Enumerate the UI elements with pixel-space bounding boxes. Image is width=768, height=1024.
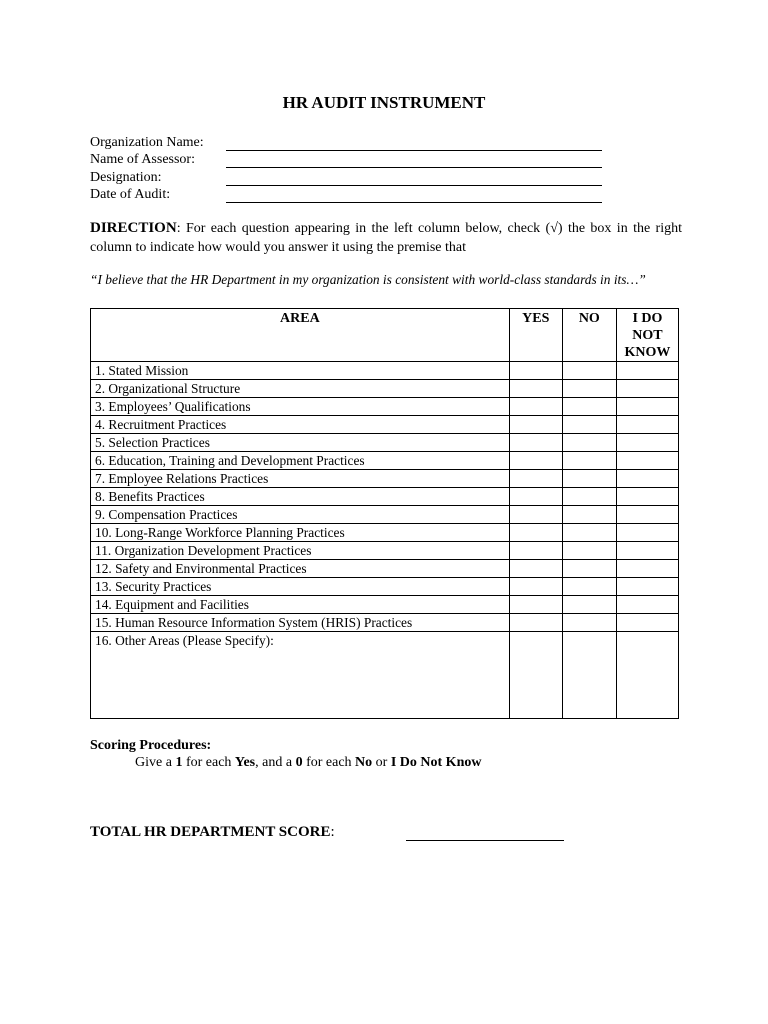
- i-do-not-know-column-header: [616, 309, 678, 362]
- no-checkbox-cell[interactable]: [562, 596, 616, 614]
- designation-label: Designation:: [90, 169, 162, 185]
- yes-column-header: YES: [509, 309, 562, 362]
- direction-label: DIRECTION: [90, 220, 177, 236]
- scoring-text: [90, 755, 481, 771]
- total-score-colon: :: [330, 824, 335, 840]
- assessor-name-field: [90, 151, 602, 169]
- audit-date-label: Date of Audit:: [90, 187, 171, 202]
- no-checkbox-cell[interactable]: [562, 488, 616, 506]
- audit-date-field: [90, 186, 602, 204]
- area-column-header: AREA: [91, 309, 510, 362]
- total-score-label: [90, 824, 406, 841]
- table-row: [91, 614, 679, 632]
- direction-text: : For each question appearing in the left column below, check (√) the box in the right column to indicate how would you answer it using the premise that: [90, 221, 682, 255]
- scoring-give-text: Give a: [135, 755, 176, 770]
- idk-checkbox-cell[interactable]: [616, 596, 678, 614]
- idk-header-line-3: KNOW: [624, 345, 671, 360]
- organization-name-field: [90, 133, 602, 151]
- scoring-procedures: [90, 738, 481, 771]
- scoring-title: Scoring Procedures:: [90, 738, 212, 753]
- yes-checkbox-cell[interactable]: [509, 596, 562, 614]
- idk-checkbox-cell[interactable]: [616, 380, 678, 398]
- idk-checkbox-cell[interactable]: [616, 416, 678, 434]
- area-cell: 1. Stated Mission: [91, 362, 510, 380]
- yes-checkbox-cell[interactable]: [509, 452, 562, 470]
- table-row: [91, 542, 679, 560]
- scoring-one-value: 1: [175, 755, 183, 770]
- idk-header-line-1: I DO: [632, 311, 663, 326]
- scoring-for-each-text-2: for each: [302, 755, 356, 770]
- total-score-label-text: TOTAL HR DEPARTMENT SCORE: [90, 824, 331, 840]
- table-row: [91, 452, 679, 470]
- idk-checkbox-cell[interactable]: [616, 398, 678, 416]
- assessment-info-fields: [90, 133, 602, 203]
- yes-checkbox-cell[interactable]: [509, 434, 562, 452]
- no-column-header: NO: [562, 309, 616, 362]
- table-row: [91, 488, 679, 506]
- assessor-name-label: Name of Assessor:: [90, 152, 195, 167]
- direction-paragraph: [90, 219, 682, 257]
- yes-checkbox-cell[interactable]: [509, 542, 562, 560]
- page-title: HR AUDIT INSTRUMENT: [282, 93, 486, 112]
- yes-checkbox-cell[interactable]: [509, 362, 562, 380]
- no-checkbox-cell[interactable]: [562, 416, 616, 434]
- designation-field: [90, 168, 602, 186]
- scoring-or-text: or: [372, 755, 391, 770]
- yes-checkbox-cell[interactable]: [509, 614, 562, 632]
- area-cell: 10. Long-Range Workforce Planning Practices: [91, 524, 510, 542]
- area-cell: 7. Employee Relations Practices: [91, 470, 510, 488]
- no-checkbox-cell[interactable]: [562, 578, 616, 596]
- no-checkbox-cell[interactable]: [562, 542, 616, 560]
- yes-checkbox-cell[interactable]: [509, 380, 562, 398]
- table-row: [91, 380, 679, 398]
- total-score-section: [90, 824, 564, 841]
- area-cell-other[interactable]: 16. Other Areas (Please Specify):: [91, 632, 510, 719]
- area-cell: 14. Equipment and Facilities: [91, 596, 510, 614]
- no-checkbox-cell[interactable]: [562, 398, 616, 416]
- idk-checkbox-cell[interactable]: [616, 560, 678, 578]
- no-checkbox-cell[interactable]: [562, 632, 616, 719]
- no-checkbox-cell[interactable]: [562, 362, 616, 380]
- organization-name-label: Organization Name:: [90, 134, 204, 150]
- no-checkbox-cell[interactable]: [562, 434, 616, 452]
- idk-checkbox-cell[interactable]: [616, 614, 678, 632]
- no-checkbox-cell[interactable]: [562, 380, 616, 398]
- yes-checkbox-cell[interactable]: [509, 416, 562, 434]
- no-checkbox-cell[interactable]: [562, 452, 616, 470]
- table-row: [91, 434, 679, 452]
- area-cell: 12. Safety and Environmental Practices: [91, 560, 510, 578]
- total-score-line[interactable]: [406, 824, 564, 841]
- table-row: [91, 416, 679, 434]
- table-row: [91, 362, 679, 380]
- idk-checkbox-cell[interactable]: [616, 452, 678, 470]
- table-row: [91, 470, 679, 488]
- table-header-row: [91, 309, 679, 362]
- table-row: [91, 506, 679, 524]
- area-cell: 9. Compensation Practices: [91, 506, 510, 524]
- organization-name-line[interactable]: [226, 136, 602, 151]
- table-row-other-areas: [91, 632, 679, 719]
- yes-checkbox-cell[interactable]: [509, 470, 562, 488]
- no-checkbox-cell[interactable]: [562, 506, 616, 524]
- area-cell: 6. Education, Training and Development Practices: [91, 452, 510, 470]
- scoring-for-each-text: for each: [182, 755, 235, 770]
- table-row: [91, 578, 679, 596]
- table-row: [91, 398, 679, 416]
- premise-statement: “I believe that the HR Department in my organization is consistent with world-class standards in its…”: [90, 272, 646, 287]
- no-checkbox-cell[interactable]: [562, 524, 616, 542]
- idk-checkbox-cell[interactable]: [616, 524, 678, 542]
- scoring-no-label: No: [355, 755, 373, 770]
- area-cell: 2. Organizational Structure: [91, 380, 510, 398]
- designation-line[interactable]: [226, 171, 602, 186]
- no-checkbox-cell[interactable]: [562, 614, 616, 632]
- idk-checkbox-cell[interactable]: [616, 632, 678, 719]
- yes-checkbox-cell[interactable]: [509, 506, 562, 524]
- idk-checkbox-cell[interactable]: [616, 506, 678, 524]
- area-cell: 3. Employees’ Qualifications: [91, 398, 510, 416]
- scoring-yes-label: Yes: [234, 755, 256, 770]
- area-cell: 4. Recruitment Practices: [91, 416, 510, 434]
- idk-checkbox-cell[interactable]: [616, 488, 678, 506]
- yes-checkbox-cell[interactable]: [509, 488, 562, 506]
- area-cell: 15. Human Resource Information System (HRIS) Practices: [91, 614, 510, 632]
- scoring-and-a-text: , and a: [255, 755, 296, 770]
- area-cell: 11. Organization Development Practices: [91, 542, 510, 560]
- idk-checkbox-cell[interactable]: [616, 362, 678, 380]
- yes-checkbox-cell[interactable]: [509, 524, 562, 542]
- idk-checkbox-cell[interactable]: [616, 542, 678, 560]
- scoring-idk-label: I Do Not Know: [390, 755, 482, 770]
- idk-checkbox-cell[interactable]: [616, 434, 678, 452]
- table-row: [91, 560, 679, 578]
- yes-checkbox-cell[interactable]: [509, 398, 562, 416]
- idk-checkbox-cell[interactable]: [616, 470, 678, 488]
- audit-table: [90, 308, 679, 719]
- yes-checkbox-cell[interactable]: [509, 560, 562, 578]
- area-cell: 13. Security Practices: [91, 578, 510, 596]
- table-row: [91, 596, 679, 614]
- area-cell: 5. Selection Practices: [91, 434, 510, 452]
- no-checkbox-cell[interactable]: [562, 470, 616, 488]
- no-checkbox-cell[interactable]: [562, 560, 616, 578]
- yes-checkbox-cell[interactable]: [509, 632, 562, 719]
- table-row: [91, 524, 679, 542]
- audit-date-line[interactable]: [226, 188, 602, 203]
- idk-header-line-2: NOT: [632, 328, 663, 343]
- assessor-name-line[interactable]: [226, 153, 602, 168]
- yes-checkbox-cell[interactable]: [509, 578, 562, 596]
- area-cell: 8. Benefits Practices: [91, 488, 510, 506]
- scoring-zero-value: 0: [295, 755, 303, 770]
- idk-checkbox-cell[interactable]: [616, 578, 678, 596]
